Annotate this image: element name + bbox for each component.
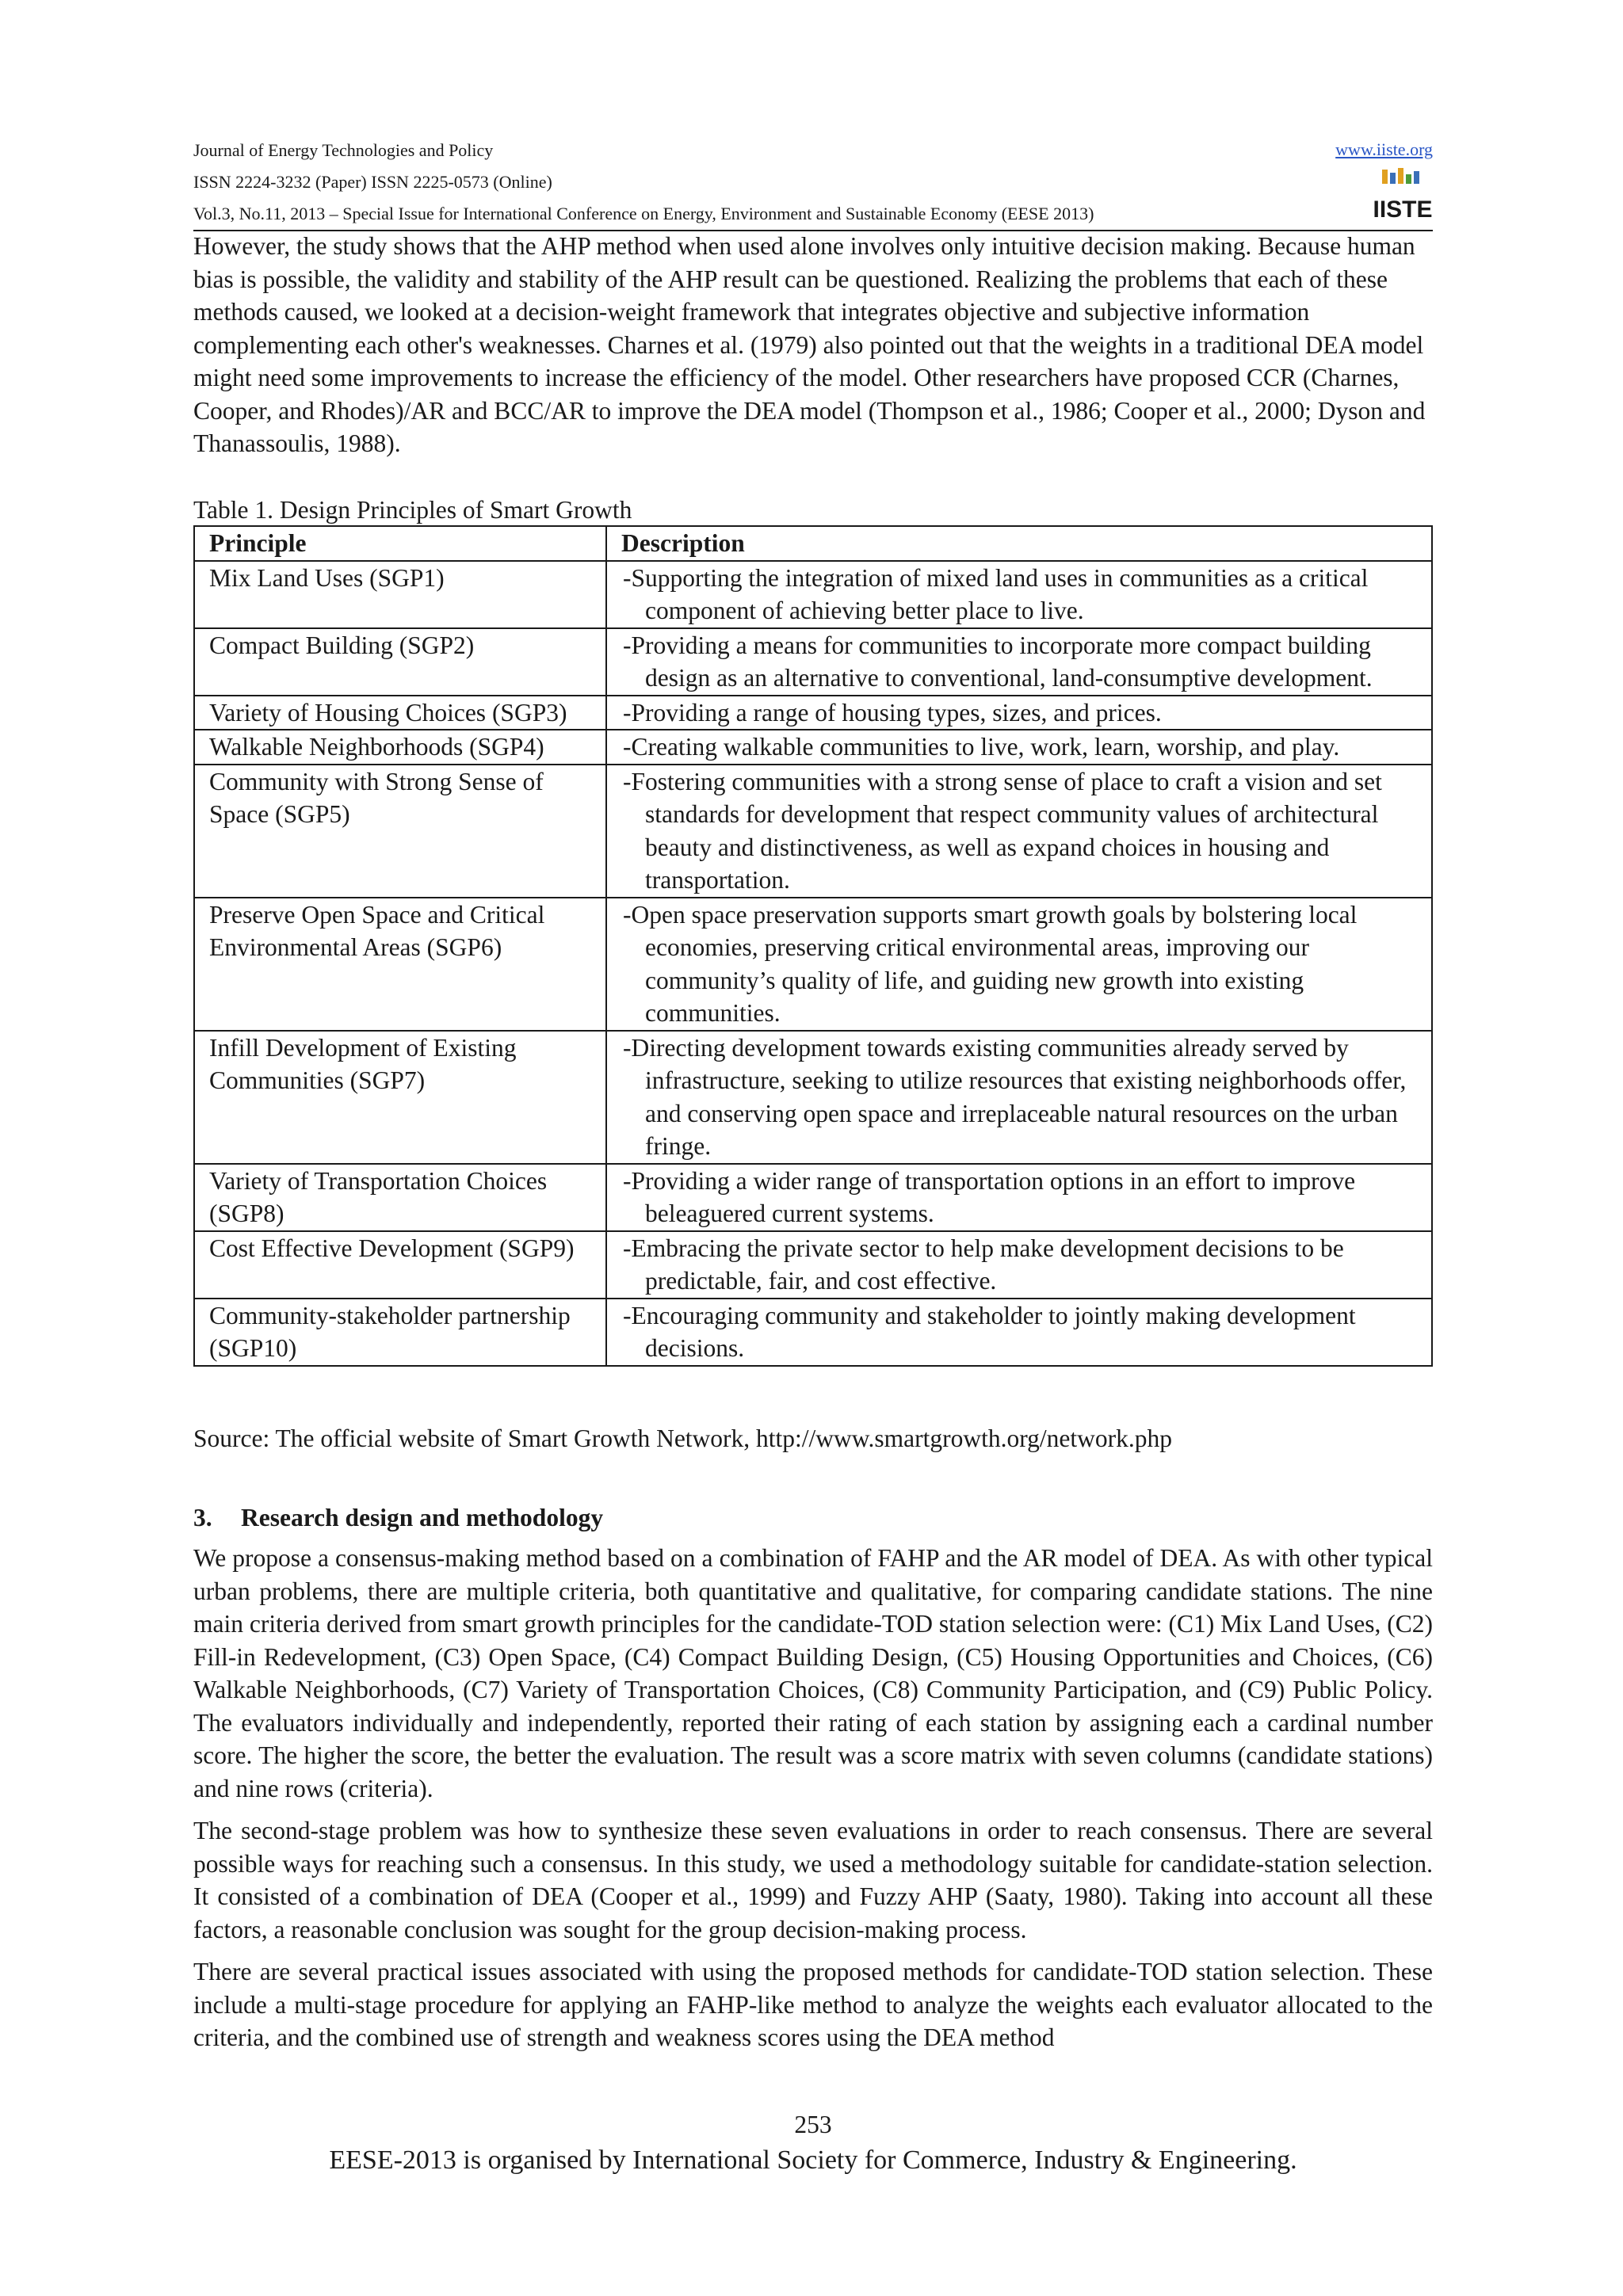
table-row <box>194 898 1432 1031</box>
description-cell <box>606 1164 1432 1231</box>
principle-cell: Community with Strong Sense of Space (SGP5) <box>194 765 606 898</box>
section-heading <box>193 1502 603 1534</box>
description-text: -Embracing the private sector to help make development decisions to be predictable, fair, and cost effective. <box>623 1234 1344 1295</box>
section-title-text: Research design and methodology <box>241 1504 604 1531</box>
table-source-note: Source: The official website of Smart Growth Network, http://www.smartgrowth.org/network.php <box>193 1425 1172 1452</box>
journal-url-link[interactable]: www.iiste.org <box>1335 139 1433 159</box>
description-cell <box>606 696 1432 730</box>
volume-line: Vol.3, No.11, 2013 – Special Issue for International Conference on Energy, Environment and Sustainable Economy (EESE 2013) <box>193 204 1094 223</box>
journal-name: Journal of Energy Technologies and Policy <box>193 140 494 160</box>
principle-cell: Cost Effective Development (SGP9) <box>194 1231 606 1299</box>
table-header-row <box>194 526 1432 561</box>
iiste-logo-icon <box>1373 168 1433 227</box>
principle-cell: Variety of Transportation Choices (SGP8) <box>194 1164 606 1231</box>
body-paragraph: There are several practical issues associated with using the proposed methods for candidate-TOD station selection. These include a multi-stage procedure for applying an FAHP-like method to analyze the weights each evaluator allocated to the criteria, and the combined use of strength and weakness scores using the DEA method <box>193 1958 1433 2051</box>
principle-cell: Infill Development of Existing Communities (SGP7) <box>194 1031 606 1164</box>
column-header-principle: Principle <box>194 526 606 561</box>
description-cell <box>606 628 1432 696</box>
description-text: -Fostering communities with a strong sense of place to craft a vision and set standards for development that respect community values of architectural beauty and distinctiveness, as well as expand choices in housing and transportation. <box>623 767 1382 894</box>
principle-cell: Variety of Housing Choices (SGP3) <box>194 696 606 730</box>
table-row <box>194 1299 1432 1366</box>
description-cell <box>606 898 1432 1031</box>
intro-paragraph <box>193 230 1433 470</box>
section-number: 3. <box>193 1504 212 1531</box>
footer-organiser-note: EESE-2013 is organised by International Society for Commerce, Industry & Engineering. <box>329 2145 1297 2175</box>
column-header-description: Description <box>606 526 1432 561</box>
table-row <box>194 696 1432 730</box>
section-body <box>193 1542 1433 2064</box>
description-text: -Creating walkable communities to live, work, learn, worship, and play. <box>623 733 1340 761</box>
principle-cell: Walkable Neighborhoods (SGP4) <box>194 730 606 765</box>
principle-cell: Compact Building (SGP2) <box>194 628 606 696</box>
table-row <box>194 628 1432 696</box>
table-row <box>194 1031 1432 1164</box>
table-row <box>194 1164 1432 1231</box>
body-paragraph: The second-stage problem was how to synthesize these seven evaluations in order to reach consensus. There are several possible ways for reaching such a consensus. In this study, we used a methodology suitable for candidate-station selection. It consisted of a combination of DEA (Cooper et al., 1999) and Fuzzy AHP (Saaty, 1980). Taking into account all these factors, a reasonable conclusion was sought for the group decision-making process. <box>193 1817 1433 1943</box>
description-cell <box>606 1299 1432 1366</box>
principle-cell: Mix Land Uses (SGP1) <box>194 561 606 628</box>
logo-text: IISTE <box>1373 196 1433 223</box>
description-text: -Supporting the integration of mixed land uses in communities as a critical component of achieving better place to live. <box>623 563 1369 624</box>
description-text: -Encouraging community and stakeholder to jointly making development decisions. <box>623 1301 1356 1362</box>
page-number: 253 <box>794 2111 832 2138</box>
description-cell <box>606 1231 1432 1299</box>
principle-cell: Community-stakeholder partnership (SGP10) <box>194 1299 606 1366</box>
table-row <box>194 1231 1432 1299</box>
table-row <box>194 730 1432 765</box>
description-cell <box>606 765 1432 898</box>
issn-line: ISSN 2224-3232 (Paper) ISSN 2225-0573 (Online) <box>193 172 552 192</box>
body-paragraph: We propose a consensus-making method based on a combination of FAHP and the AR model of DEA. As with other typical urban problems, there are multiple criteria, both quantitative and qualitative, for comparing candidate stations. The nine main criteria derived from smart growth principles for the candidate-TOD station selection were: (C1) Mix Land Uses, (C2) Fill-in Redevelopment, (C3) Open Space, (C4) Compact Building Design, (C5) Housing Opportunities and Choices, (C6) Walkable Neighborhoods, (C7) Variety of Transportation Choices, (C8) Community Participation, and (C9) Public Policy. The evaluators individually and independently, reported their rating of each station by assigning each a cardinal number score. The higher the score, the better the evaluation. The result was a score matrix with seven columns (candidate stations) and nine rows (criteria). <box>193 1544 1433 1802</box>
intro-text: However, the study shows that the AHP method when used alone involves only intuitive decision making. Because human bias is possible, the validity and stability of the AHP result can be questioned. Realizing the problems that each of these methods caused, we looked at a decision-weight framework that integrates objective and subjective information complementing each other's weaknesses. Charnes et al. (1979) also pointed out that the weights in a traditional DEA model might need some improvements to increase the efficiency of the model. Other researchers have proposed CCR (Charnes, Cooper, and Rhodes)/AR and BCC/AR to improve the DEA model (Thompson et al., 1986; Cooper et al., 2000; Dyson and Thanassoulis, 1988). <box>193 232 1426 457</box>
description-text: -Directing development towards existing communities already served by infrastructure, seeking to utilize resources that existing neighborhoods offer, and conserving open space and irreplaceable natural resources on the urban fringe. <box>623 1033 1407 1160</box>
table-row <box>194 561 1432 628</box>
description-cell <box>606 561 1432 628</box>
description-cell <box>606 730 1432 765</box>
description-text: -Providing a means for communities to incorporate more compact building design as an alternative to conventional, land-consumptive development. <box>623 631 1373 692</box>
description-cell <box>606 1031 1432 1164</box>
principle-cell: Preserve Open Space and Critical Environmental Areas (SGP6) <box>194 898 606 1031</box>
table-row <box>194 765 1432 898</box>
table-caption: Table 1. Design Principles of Smart Growth <box>193 496 632 524</box>
description-text: -Providing a wider range of transportation options in an effort to improve beleaguered current systems. <box>623 1166 1356 1227</box>
description-text: -Open space preservation supports smart growth goals by bolstering local economies, preserving critical environmental areas, improving our community’s quality of life, and guiding new growth into existing communities. <box>623 900 1358 1027</box>
description-text: -Providing a range of housing types, sizes, and prices. <box>623 698 1162 727</box>
design-principles-table <box>193 525 1433 1367</box>
